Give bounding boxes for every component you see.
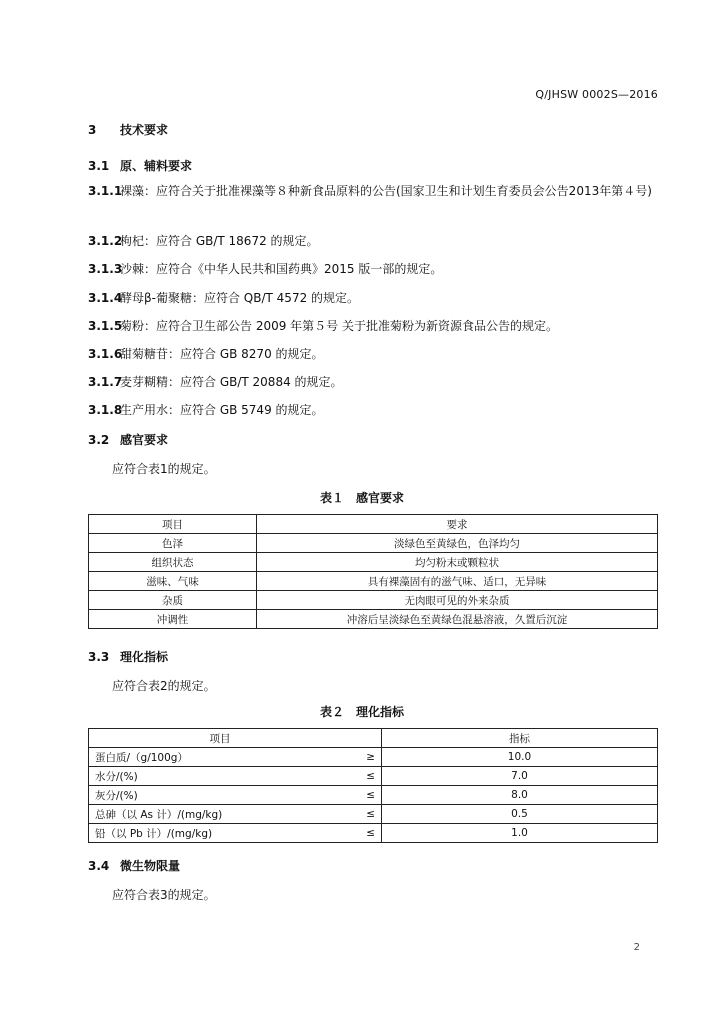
table-header-row [89, 729, 658, 748]
section-title: 感官要求 [120, 433, 169, 447]
row-item: 蛋白质/（g/100g） [89, 748, 352, 767]
row-comparator: ≤ [351, 767, 382, 786]
row-comparator: ≤ [351, 786, 382, 805]
row-requirement: 均匀粉末或颗粒状 [257, 553, 658, 572]
clause-3-1-4 [88, 287, 359, 309]
row-item: 冲调性 [89, 610, 257, 629]
section-3-heading [88, 121, 168, 138]
section-number: 3.3 [88, 650, 110, 664]
clause-text: 菊粉：应符合卫生部公告 2009 年第５号 关于批准菊粉为新资源食品公告的规定。 [120, 319, 558, 333]
row-item: 总砷（以 As 计）/(mg/kg) [89, 805, 352, 824]
header-item: 项目 [89, 729, 352, 748]
table-row [89, 767, 658, 786]
clause-3-1-2 [88, 230, 319, 252]
row-value: 10.0 [382, 748, 658, 767]
row-item: 铅（以 Pb 计）/(mg/kg) [89, 824, 352, 843]
standard-code: Q/JHSW 0002S—2016 [535, 88, 658, 101]
clause-number: 3.1.1 [88, 184, 123, 198]
sensory-requirements-table [88, 514, 658, 629]
row-item: 色泽 [89, 534, 257, 553]
section-title: 微生物限量 [120, 859, 181, 873]
clause-3-1-7 [88, 371, 343, 393]
section-3-2-heading [88, 431, 168, 448]
clause-number: 3.1.8 [88, 403, 123, 417]
row-item: 杂质 [89, 591, 257, 610]
section-3-4-text: 应符合表3的规定。 [112, 888, 216, 902]
row-value: 8.0 [382, 786, 658, 805]
clause-number: 3.1.2 [88, 234, 123, 248]
clause-number: 3.1.6 [88, 347, 123, 361]
row-value: 1.0 [382, 824, 658, 843]
clause-3-1-5 [88, 315, 558, 337]
table-row [89, 786, 658, 805]
table-row [89, 534, 658, 553]
clause-number: 3.1.4 [88, 291, 123, 305]
row-comparator: ≤ [351, 824, 382, 843]
row-comparator: ≥ [351, 748, 382, 767]
header-requirement: 要求 [257, 515, 658, 534]
header-index: 指标 [382, 729, 658, 748]
table-1-caption: 表１ 感官要求 [319, 491, 404, 505]
row-item: 水分/(%) [89, 767, 352, 786]
clause-3-1-6 [88, 343, 324, 365]
table-header-row [89, 515, 658, 534]
table-row [89, 824, 658, 843]
clause-text: 生产用水：应符合 GB 5749 的规定。 [120, 403, 324, 417]
row-value: 0.5 [382, 805, 658, 824]
table-row [89, 591, 658, 610]
table-2-caption: 表２ 理化指标 [319, 705, 404, 719]
clause-text: 裸藻：应符合关于批准裸藻等８种新食品原料的公告(国家卫生和计划生育委员会公告2013年第４号) [120, 184, 652, 198]
section-3-4-heading [88, 857, 180, 874]
clause-number: 3.1.5 [88, 319, 123, 333]
section-title: 原、辅料要求 [120, 159, 193, 173]
section-3-1-heading [88, 157, 192, 174]
section-3-3-heading [88, 648, 168, 665]
row-value: 7.0 [382, 767, 658, 786]
clause-number: 3.1.3 [88, 262, 123, 276]
section-title: 技术要求 [120, 123, 169, 137]
section-number: 3.2 [88, 433, 110, 447]
clause-text: 甜菊糖苷：应符合 GB 8270 的规定。 [120, 347, 324, 361]
section-number: 3.1 [88, 159, 110, 173]
row-comparator: ≤ [351, 805, 382, 824]
clause-number: 3.1.7 [88, 375, 123, 389]
table-row [89, 610, 658, 629]
row-requirement: 冲溶后呈淡绿色至黄绿色混悬溶液，久置后沉淀 [257, 610, 658, 629]
row-requirement: 无肉眼可见的外来杂质 [257, 591, 658, 610]
section-title: 理化指标 [120, 650, 169, 664]
clause-text: 沙棘：应符合《中华人民共和国药典》2015 版一部的规定。 [120, 262, 443, 276]
clause-3-1-3 [88, 258, 442, 280]
clause-text: 枸杞：应符合 GB/T 18672 的规定。 [120, 234, 319, 248]
physicochemical-table [88, 728, 658, 843]
clause-3-1-1 [88, 180, 664, 202]
row-item: 灰分/(%) [89, 786, 352, 805]
section-number: 3 [88, 123, 97, 137]
table-row [89, 572, 658, 591]
table-row [89, 748, 658, 767]
page-number: 2 [633, 942, 640, 953]
header-spacer [351, 729, 382, 748]
row-item: 组织状态 [89, 553, 257, 572]
row-item: 滋味、气味 [89, 572, 257, 591]
table-row [89, 805, 658, 824]
section-3-3-text: 应符合表2的规定。 [112, 679, 216, 693]
clause-text: 麦芽糊精：应符合 GB/T 20884 的规定。 [120, 375, 343, 389]
row-requirement: 具有裸藻固有的滋气味、适口，无异味 [257, 572, 658, 591]
clause-3-1-8 [88, 399, 324, 421]
section-number: 3.4 [88, 859, 110, 873]
clause-text: 酵母β-葡聚糖：应符合 QB/T 4572 的规定。 [120, 291, 360, 305]
section-3-2-text: 应符合表1的规定。 [112, 462, 216, 476]
table-row [89, 553, 658, 572]
header-item: 项目 [89, 515, 257, 534]
row-requirement: 淡绿色至黄绿色，色泽均匀 [257, 534, 658, 553]
